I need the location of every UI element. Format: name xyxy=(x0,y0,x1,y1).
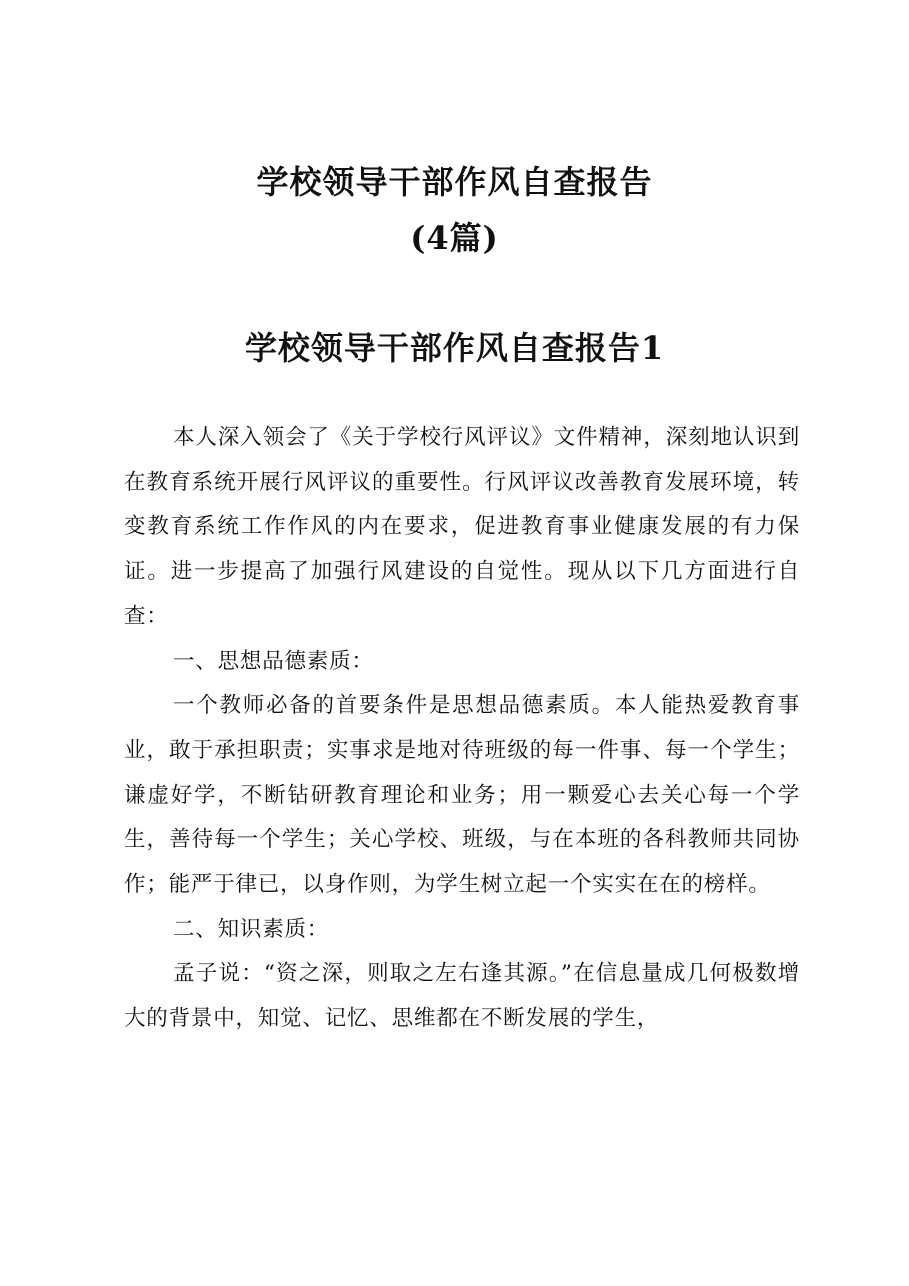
heading-moral-quality: 一、思想品德素质： xyxy=(173,648,374,674)
heading-knowledge-quality: 二、知识素质： xyxy=(173,916,330,942)
paragraph-intro: 本人深入领会了《关于学校行风评议》文件精神，深刻地认识到在教育系统开展行风评议的重要性。行风评议改善教育发展环境，转变教育系统工作作风的内在要求，促进教育事业健康发展的有力保证。进一步提高了加强行风建设的自觉性。现从以下几方面进行自查： xyxy=(124,425,800,629)
paragraph-knowledge-quality: 孟子说：“资之深，则取之左右逢其源。”在信息量成几何极数增大的背景中，知觉、记忆、思维都在不断发展的学生， xyxy=(124,961,800,1032)
paragraph-moral-quality: 一个教师必备的首要条件是思想品德素质。本人能热爱教育事业，敢于承担职责；实事求是地对待班级的每一件事、每一个学生；谦虚好学，不断钻研教育理论和业务；用一颗爱心去关心每一个学生，善待每一个学生；关心学校、班级，与在本班的各科教师共同协作；能严于律已，以身作则，为学生树立起一个实实在在的榜样。 xyxy=(124,693,800,898)
section-title: 学校领导干部作风自查报告1 xyxy=(244,329,665,367)
document-body xyxy=(124,416,800,1042)
document-title: 学校领导干部作风自查报告 xyxy=(256,163,653,201)
document-subtitle-count: (4篇) xyxy=(410,219,499,257)
